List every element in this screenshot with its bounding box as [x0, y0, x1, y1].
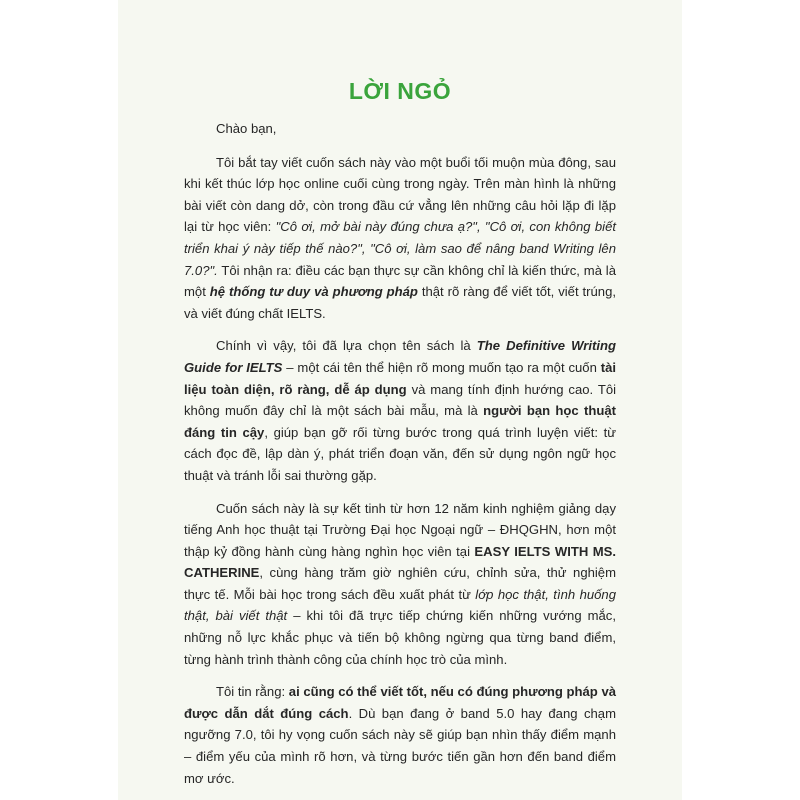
- page-title: LỜI NGỎ: [348, 78, 452, 104]
- p4-text-2: . Dù bạn đang ở band 5.0 hay đang chạm ngưỡng 7.0, tôi hy vọng cuốn sách này sẽ giúp bạn nhìn thấy điểm mạnh – điểm yếu của mình rõ hơn, và từng bước tiến gần hơn đến band điểm mơ ước.: [184, 705, 616, 786]
- p4-text-1: Tôi tin rằng:: [216, 684, 289, 700]
- p2-text-1: Chính vì vậy, tôi đã lựa chọn tên sách là: [216, 338, 477, 354]
- book-page: [118, 0, 682, 800]
- body-text: [184, 118, 616, 800]
- p1-text-1: Tôi bắt tay viết cuốn sách này vào một buổi tối muộn mùa đông, sau khi kết thúc lớp học online cuối cùng trong ngày. Trên màn hình là những bài viết còn dang dở, còn trong đầu cứ vẳng lên những câu hỏi lặp đi lặp lại từ học viên:: [184, 154, 616, 235]
- greeting: Chào bạn,: [216, 121, 277, 136]
- paragraph-2: [184, 335, 616, 486]
- p2-text-2: – một cái tên thể hiện rõ mong muốn tạo ra một cuốn: [282, 359, 601, 375]
- p3-text-1: Cuốn sách này là sự kết tinh từ hơn 12 năm kinh nghiệm giảng dạy tiếng Anh học thuật tại Trường Đại học Ngoại ngữ – ĐHQGHN, hơn một thập kỷ đồng hành cùng hàng nghìn học viên tại: [184, 500, 616, 559]
- paragraph-1: [184, 152, 616, 325]
- paragraph-4: [184, 681, 616, 789]
- p3-text-2: , cùng hàng trăm giờ nghiên cứu, chỉnh sửa, thử nghiệm thực tế. Mỗi bài học trong sách đều xuất phát từ: [184, 565, 616, 602]
- paragraph-3: [184, 498, 616, 671]
- p2-book-title: The Definitive Writing Guide for IELTS: [184, 338, 617, 375]
- p1-text-3: thật rõ ràng để viết tốt, viết trúng, và viết đúng chất IELTS.: [184, 284, 617, 321]
- p4-emphasis: ai cũng có thể viết tốt, nếu có đúng phương pháp và được dẫn dắt đúng cách: [184, 684, 617, 721]
- p3-brand: EASY IELTS WITH MS. CATHERINE: [184, 543, 616, 581]
- p3-italic: lớp học thật, tình huống thật, bài viết thật: [184, 586, 616, 624]
- p2-emphasis-1: tài liệu toàn diện, rõ ràng, dễ áp dụng: [184, 359, 616, 397]
- p1-text-2: Tôi nhận ra: điều các bạn thực sự cần không chỉ là kiến thức, mà là một: [184, 262, 616, 300]
- p2-text-4: , giúp bạn gỡ rối từng bước trong quá trình luyện viết: từ cách đọc đề, lập dàn ý, phát triển đoạn văn, đến sử dụng ngôn ngữ học thuật và tránh lỗi sai thường gặp.: [184, 424, 616, 483]
- p2-emphasis-2: người bạn học thuật đáng tin cậy: [184, 403, 616, 440]
- p1-emphasis: hệ thống tư duy và phương pháp: [209, 284, 418, 300]
- p2-text-3: và mang tính định hướng cao. Tôi không muốn đây chỉ là một sách bài mẫu, mà là: [184, 381, 617, 419]
- p3-text-3: – khi tôi đã trực tiếp chứng kiến những vướng mắc, những nỗ lực khắc phục và tiến bộ không ngừng qua từng band điểm, từng hành trình thành công của chính học trò của mình.: [184, 608, 616, 667]
- p1-student-quotes: "Cô ơi, mở bài này đúng chưa ạ?", "Cô ơi, con không biết triển khai ý này tiếp thế nào?", "Cô ơi, làm sao để nâng band Writing lên 7.0?".: [184, 219, 616, 278]
